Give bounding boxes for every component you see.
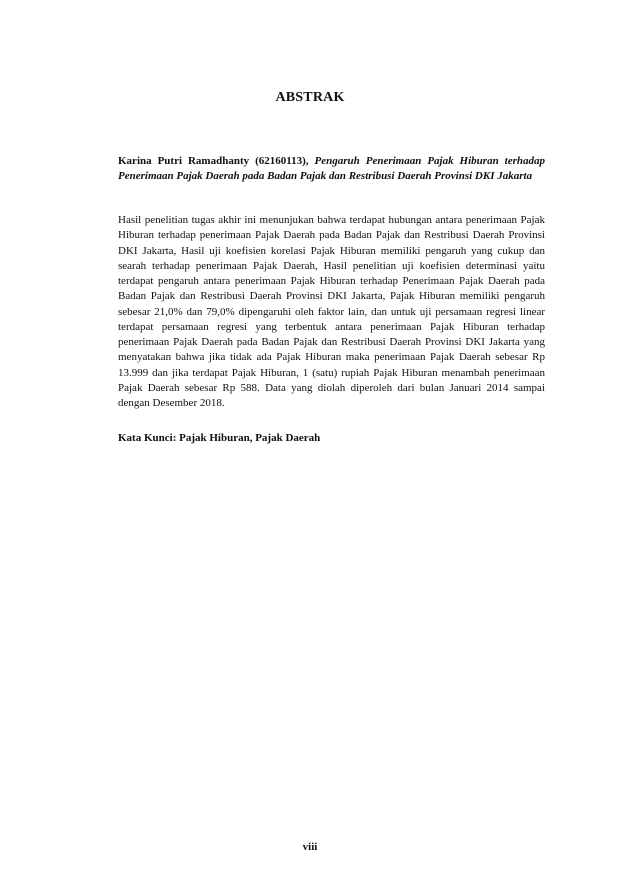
abstract-body: Hasil penelitian tugas akhir ini menunjukan bahwa terdapat hubungan antara penerimaan Pajak Hiburan terhadap penerimaan Pajak Daerah pada Badan Pajak dan Restribusi Daerah Provinsi DKI Jakarta, Hasil uji koefisien korelasi Pajak Hiburan memiliki pengaruh yang cukup dan searah terhadap penerimaan Pajak Daerah, Hasil penelitian uji koefisien determinasi yaitu terdapat pengaruh antara penerimaan Pajak Hiburan terhadap Penerimaan Pajak Daerah pada Badan Pajak dan Restribusi Daerah Provinsi DKI Jakarta, Pajak Hiburan memiliki pengaruh sebesar 21,0% dan 79,0% dipengaruhi oleh faktor lain, dan untuk uji persamaan regresi linear terdapat persamaan regresi yang terbentuk antara penerimaan Pajak Hiburan terhadap penerimaan Pajak Daerah pada Badan Pajak dan Restribusi Daerah Provinsi DKI Jakarta yang menyatakan bahwa jika tidak ada Pajak Hiburan maka penerimaan Pajak Daerah sebesar Rp 13.999 dan jika terdapat Pajak Hiburan, 1 (satu) rupiah Pajak Hiburan menambah penerimaan Pajak Daerah sebesar Rp 588. Data yang diolah diperoleh dari bulan Januari 2014 sampai dengan Desember 2018. [118,214,545,409]
author-title-block [118,154,545,184]
thesis-title: Pengaruh Penerimaan Pajak Hiburan terhadap Penerimaan Pajak Daerah pada Badan Pajak dan Restribusi Daerah Provinsi DKI Jakarta [118,155,545,182]
page-title: ABSTRAK [275,90,345,105]
author-line: Karina Putri Ramadhanty (62160113), [118,155,309,167]
page-number: viii [302,841,318,853]
keywords: Kata Kunci: Pajak Hiburan, Pajak Daerah [118,432,321,444]
